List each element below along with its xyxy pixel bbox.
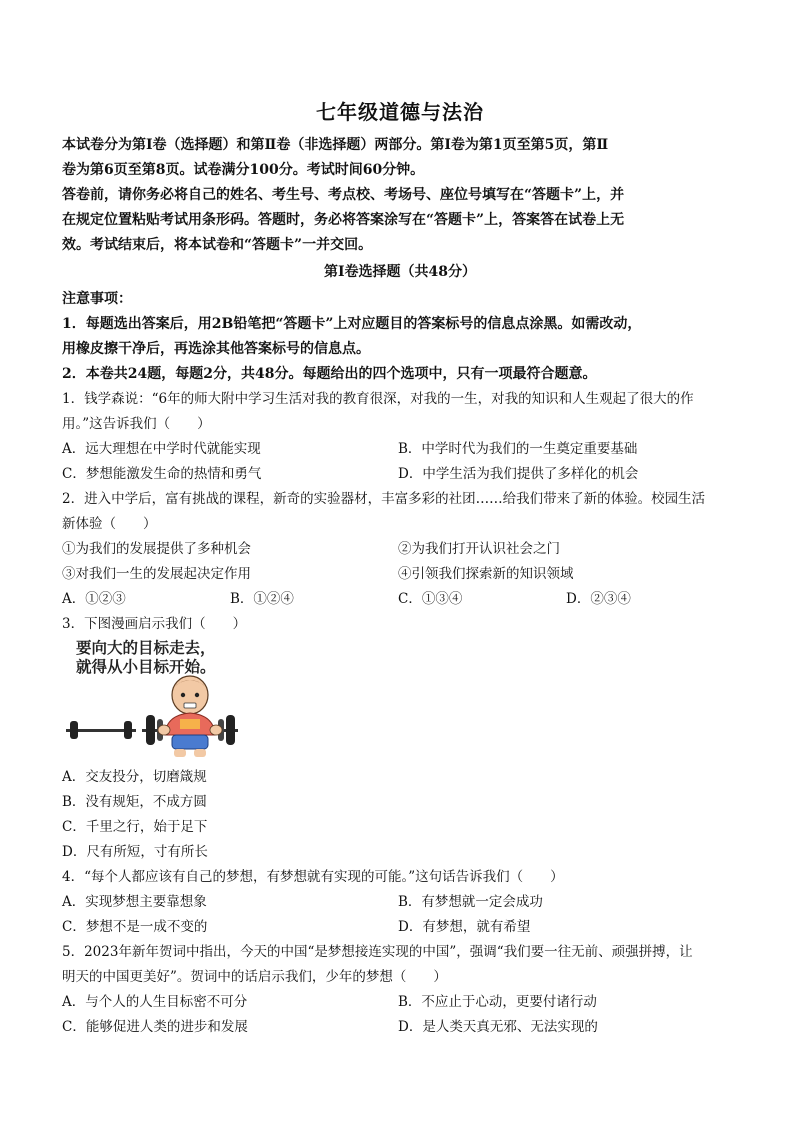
statement-2: ②为我们打开认识社会之门 (398, 541, 560, 557)
question-stem: 新体验（ ） (62, 516, 157, 532)
option-c: C．①③④ (398, 591, 463, 607)
notice-line: 用橡皮擦干净后，再选涂其他答案标号的信息点。 (62, 341, 370, 357)
option-c: C．梦想能激发生命的热情和勇气 (62, 466, 262, 482)
weightlifter-cartoon (62, 639, 262, 761)
cartoon-caption-line: 就得从小目标开始。 (76, 658, 216, 676)
option-c: C．能够促进人类的进步和发展 (62, 1019, 248, 1035)
question-stem: 3．下图漫画启示我们（ ） (62, 616, 247, 632)
weightlifter-illustration (62, 675, 262, 761)
option-a: A．与个人的人生目标密不可分 (62, 994, 248, 1010)
notice-line: 1．每题选出答案后，用2B铅笔把“答题卡”上对应题目的答案标号的信息点涂黑。如需改动， (62, 316, 642, 332)
notice-line: 2．本卷共24题，每题2分，共48分。每题给出的四个选项中，只有一项最符合题意。 (62, 366, 597, 382)
section-title: 第Ⅰ卷选择题（共48分） (323, 264, 477, 280)
question-stem: 2．进入中学后，富有挑战的课程，新奇的实验器材，丰富多彩的社团……给我们带来了新的体验。校园生活 (62, 491, 706, 507)
option-b: B．中学时代为我们的一生奠定重要基础 (398, 441, 638, 457)
question-stem: 5．2023年新年贺词中指出，今天的中国“是梦想接连实现的中国”，强调“我们要一往无前、顽强拼搏，让 (62, 944, 693, 960)
intro-block (62, 133, 738, 258)
cartoon-caption-line: 要向大的目标走去， (76, 639, 216, 657)
question-stem: 1．钱学森说：“6年的师大附中学习生活对我的教育很深，对我的一生，对我的知识和人生观起了很大的作 (62, 391, 694, 407)
option-b: B．没有规矩，不成方圆 (62, 794, 207, 810)
option-d: D．②③④ (566, 591, 631, 607)
question-1 (62, 387, 738, 487)
intro-line: 卷为第6页至第8页。试卷满分100分。考试时间60分钟。 (62, 162, 425, 178)
question-3 (62, 612, 738, 865)
option-b: B．有梦想就一定会成功 (398, 894, 543, 910)
small-barbell-icon (66, 721, 136, 739)
option-a: A．远大理想在中学时代就能实现 (62, 441, 261, 457)
option-a: A．实现梦想主要靠想象 (62, 894, 207, 910)
option-d: D．中学生活为我们提供了多样化的机会 (398, 466, 639, 482)
intro-line: 答卷前，请你务必将自己的姓名、考生号、考点校、考场号、座位号填写在“答题卡”上，并 (62, 187, 625, 203)
option-b: B．①②④ (230, 591, 294, 607)
question-stem: 明天的中国更美好”。贺词中的话启示我们，少年的梦想（ ） (62, 969, 447, 985)
question-4 (62, 865, 738, 940)
option-c: C．千里之行，始于足下 (62, 819, 208, 835)
page-title: 七年级道德与法治 (316, 100, 484, 124)
statement-4: ④引领我们探索新的知识领域 (398, 566, 574, 582)
question-5 (62, 940, 738, 1040)
intro-line: 效。考试结束后，将本试卷和“答题卡”一并交回。 (62, 237, 373, 253)
notice-label: 注意事项： (62, 291, 132, 307)
question-2 (62, 487, 738, 612)
statement-3: ③对我们一生的发展起决定作用 (62, 566, 251, 582)
option-d: D．是人类天真无邪、无法实现的 (398, 1019, 598, 1035)
intro-line: 本试卷分为第Ⅰ卷（选择题）和第Ⅱ卷（非选择题）两部分。第Ⅰ卷为第1页至第5页，第Ⅱ (62, 137, 609, 153)
option-b: B．不应止于心动，更要付诸行动 (398, 994, 597, 1010)
question-stem: 用。”这告诉我们（ ） (62, 416, 211, 432)
intro-line: 在规定位置粘贴考试用条形码。答题时，务必将答案涂写在“答题卡”上，答案答在试卷上无 (62, 212, 625, 228)
weightlifter-figure-icon (158, 676, 222, 757)
exam-page (62, 96, 738, 1040)
option-a: A．交友投分，切磨箴规 (62, 769, 207, 785)
option-a: A．①②③ (62, 591, 126, 607)
statement-1: ①为我们的发展提供了多种机会 (62, 541, 251, 557)
option-d: D．有梦想，就有希望 (398, 919, 531, 935)
question-stem: 4．“每个人都应该有自己的梦想，有梦想就有实现的可能。”这句话告诉我们（ ） (62, 869, 564, 885)
option-d: D．尺有所短，寸有所长 (62, 844, 208, 860)
cartoon-caption (76, 639, 216, 677)
option-c: C．梦想不是一成不变的 (62, 919, 208, 935)
